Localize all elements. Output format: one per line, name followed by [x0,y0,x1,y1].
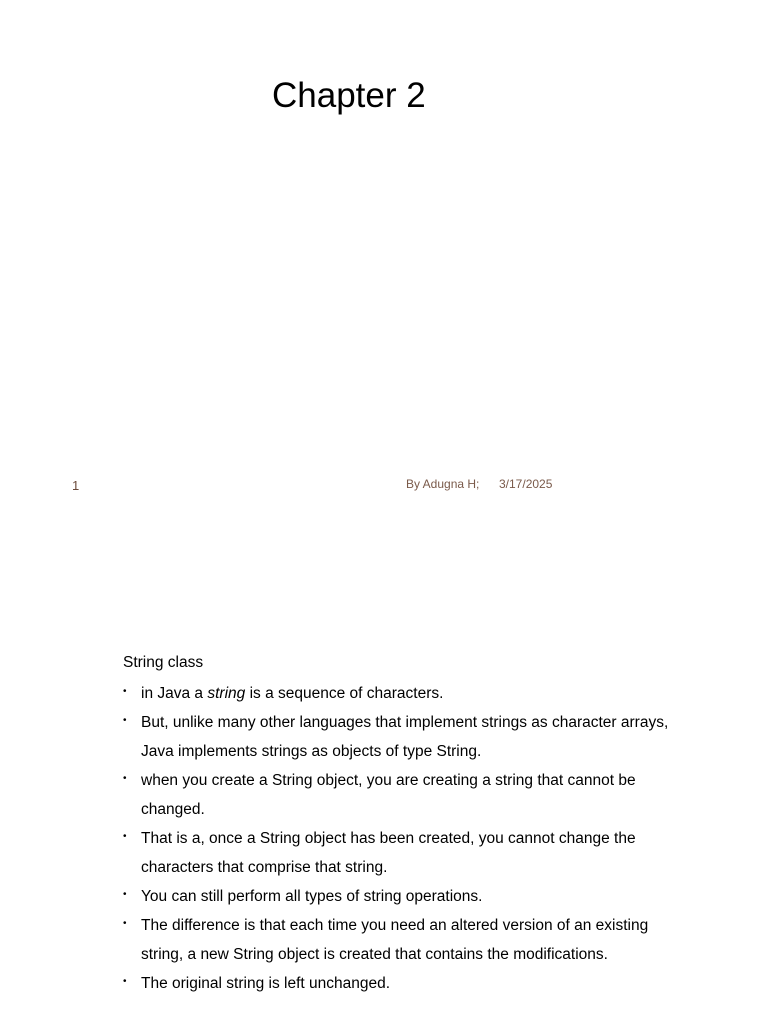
bullet-icon: • [123,831,127,842]
bullet-list [123,679,683,998]
list-item [123,911,683,969]
section-heading: String class [123,654,204,671]
list-item [123,969,683,998]
bullet-text: You can still perform all types of string operations. [141,888,483,905]
bullet-text: The difference is that each time you need an altered version of an existing string, a new String object is created that contains the modifications. [141,917,649,963]
bullet-text: That is a, once a String object has been created, you cannot change the characters that comprise that string. [141,830,636,876]
bullet-icon: • [123,773,127,784]
bullet-icon: • [123,715,127,726]
slide-number: 1 [72,478,80,493]
bullet-icon: • [123,976,127,987]
bullet-text: The original string is left unchanged. [141,975,391,992]
bullet-icon: • [123,889,127,900]
footer-date: 3/17/2025 [499,477,553,491]
list-item [123,824,683,882]
list-item [123,766,683,824]
bullet-text: when you create a String object, you are creating a string that cannot be changed. [141,772,636,818]
list-item [123,882,683,911]
slide-title: Chapter 2 [272,76,426,115]
list-item [123,679,683,708]
bullet-text-end: is a sequence of characters. [245,685,444,702]
bullet-icon: • [123,918,127,929]
bullet-text: But, unlike many other languages that implement strings as character arrays, Java implements strings as objects of type String. [141,714,669,760]
bullet-text-emphasis: string [207,685,246,702]
footer-author: By Adugna H; [406,477,480,491]
list-item [123,708,683,766]
bullet-icon: • [123,686,127,697]
bullet-text-start: in Java a [141,685,208,702]
